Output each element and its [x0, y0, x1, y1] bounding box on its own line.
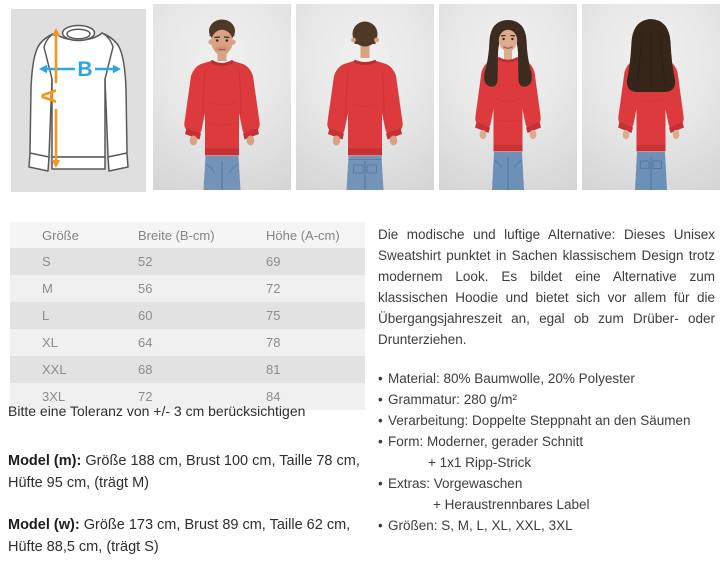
- hoehe-cell: 78: [266, 335, 281, 350]
- product-feature-list: [378, 368, 718, 536]
- breite-cell: 68: [138, 362, 153, 377]
- photo-female-back: [582, 4, 720, 190]
- product-description: Die modische und luftige Alternative: Dieses Unisex Sweatshirt punktet in Sachen klassischem Design trotz modernem Look. Es bildet eine Alternative zum klassischen Hoodie und bietet sich vor allem für die Übergangsjahreszeit an, egal ob zum Drüber- oder Drunterziehen.: [378, 227, 715, 347]
- model-m-text: Größe 188 cm, Brust 100 cm, Taille 78 cm, Hüfte 95 cm, (trägt M): [8, 453, 360, 491]
- model-m-note: [8, 450, 366, 494]
- list-item-extras: [378, 473, 718, 515]
- header-breite: Breite (B-cm): [137, 222, 265, 248]
- bullet-icon: •: [378, 371, 383, 386]
- sweatshirt-outline-icon: [11, 9, 146, 192]
- bullet-icon: •: [378, 518, 383, 533]
- photo-female-front: [439, 4, 577, 190]
- breite-cell: 72: [138, 389, 153, 404]
- list-item-text: Verarbeitung: Doppelte Steppnaht an den Säumen: [388, 413, 691, 428]
- size-row: [10, 248, 365, 275]
- list-item-text: Material: 80% Baumwolle, 20% Polyester: [388, 371, 635, 386]
- header-groesse: Größe: [10, 222, 137, 248]
- tolerance-note: Bitte eine Toleranz von +/- 3 cm berücksichtigen: [8, 403, 306, 419]
- list-item-material: [378, 368, 718, 389]
- model-female-front-illustration: [439, 4, 577, 190]
- hoehe-cell: 75: [266, 308, 281, 323]
- breite-cell: 60: [138, 308, 153, 323]
- list-item-grammatur: [378, 389, 718, 410]
- model-w-text: Größe 173 cm, Brust 89 cm, Taille 62 cm, Hüfte 88,5 cm, (trägt S): [8, 517, 351, 555]
- hoehe-cell: 81: [266, 362, 281, 377]
- breite-cell: 52: [138, 254, 153, 269]
- size-table-header-row: [10, 222, 365, 248]
- list-item-text: Extras: Vorgewaschen: [388, 476, 523, 491]
- bullet-icon: •: [378, 434, 383, 449]
- size-cell: M: [42, 281, 53, 296]
- size-cell: L: [42, 308, 50, 323]
- size-cell: XXL: [42, 362, 67, 377]
- hoehe-cell: 69: [266, 254, 281, 269]
- size-row: [10, 356, 365, 383]
- label-a: A: [38, 88, 61, 104]
- model-male-front-illustration: [153, 4, 291, 190]
- size-cell: S: [42, 254, 51, 269]
- list-item-groessen: [378, 515, 718, 536]
- size-cell: XL: [42, 335, 58, 350]
- list-item-verarbeitung: [378, 410, 718, 431]
- model-male-back-illustration: [296, 4, 434, 190]
- breite-cell: 64: [138, 335, 153, 350]
- list-item-sub-text: + Heraustrennbares Label: [433, 497, 590, 512]
- model-female-back-illustration: [582, 4, 720, 190]
- size-cell: 3XL: [42, 389, 66, 404]
- model-w-note: [8, 514, 366, 558]
- list-item-text: Grammatur: 280 g/m²: [388, 392, 518, 407]
- hoehe-cell: 84: [266, 389, 281, 404]
- bullet-icon: •: [378, 392, 383, 407]
- model-w-label: Model (w):: [8, 517, 80, 533]
- photo-male-front: [153, 4, 291, 190]
- sweatshirt-measurement-diagram: [11, 9, 146, 192]
- bullet-icon: •: [378, 476, 383, 491]
- list-item-form: [378, 431, 718, 473]
- hoehe-cell: 72: [266, 281, 281, 296]
- size-row: [10, 329, 365, 356]
- list-item-sub-text: + 1x1 Ripp-Strick: [428, 455, 532, 470]
- size-row: [10, 275, 365, 302]
- bullet-icon: •: [378, 413, 383, 428]
- header-hoehe: Höhe (A-cm): [265, 222, 365, 248]
- label-b: B: [77, 58, 93, 81]
- size-row: [10, 302, 365, 329]
- model-m-label: Model (m):: [8, 453, 82, 469]
- list-item-text: Größen: S, M, L, XL, XXL, 3XL: [388, 518, 573, 533]
- list-item-text: Form: Moderner, gerader Schnitt: [388, 434, 584, 449]
- breite-cell: 56: [138, 281, 153, 296]
- size-table: [10, 222, 365, 410]
- photo-male-back: [296, 4, 434, 190]
